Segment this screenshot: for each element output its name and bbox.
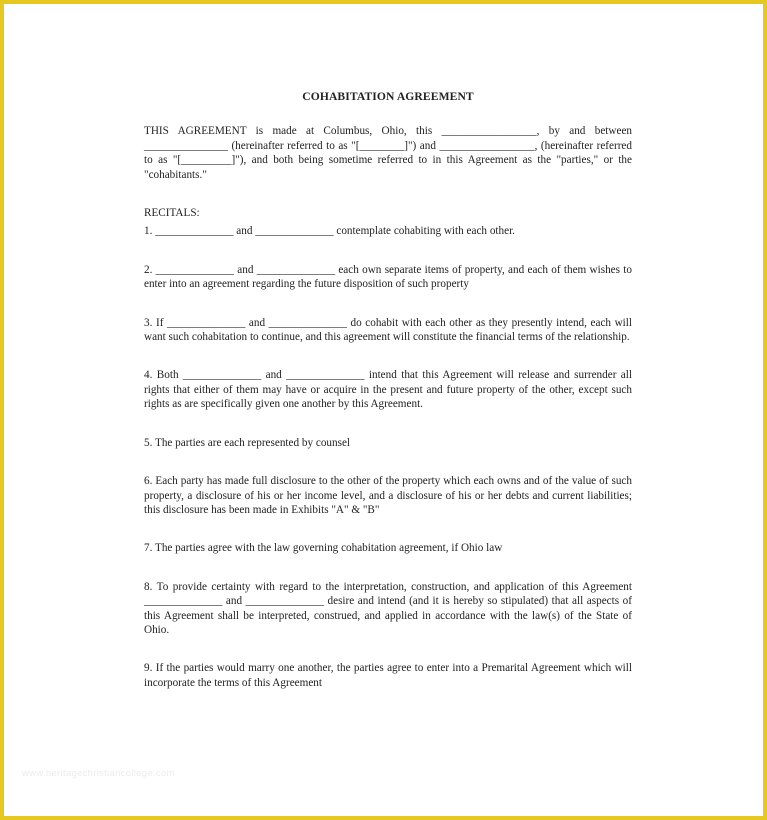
document-title: COHABITATION AGREEMENT — [302, 90, 474, 103]
clause-1: 1. ______________ and ______________ contemplate cohabiting with each other. — [144, 225, 515, 238]
clause-5: 5. The parties are each represented by counsel — [144, 436, 351, 449]
clause-6: 6. Each party has made full disclosure to the other of the property which each owns and of the value of such property, a disclosure of his or her income level, and a disclosure of his or her debts and current liabilities; this disclosure has been made in Exhibits "A" & "B" — [144, 475, 632, 516]
watermark-text: www.heritagechristiancollege.com — [22, 768, 175, 779]
clause-3: 3. If ______________ and ______________ do cohabit with each other as they presently intend, each will want such cohabitation to continue, and this agreement will constitute the financial terms of the relationship. — [144, 316, 632, 344]
clause-2: 2. ______________ and ______________ each own separate items of property, and each of them wishes to enter into an agreement regarding the future disposition of such property — [144, 263, 632, 291]
document-page — [144, 90, 632, 690]
recitals-heading: RECITALS: — [144, 207, 200, 220]
clause-7: 7. The parties agree with the law governing cohabitation agreement, if Ohio law — [144, 542, 503, 555]
clause-8: 8. To provide certainty with regard to the interpretation, construction, and application of this Agreement ______________ and ______________ desire and intend (and it is hereby so stipulated) that all aspects of this Agreement shall be interpreted, construed, and applied in accordance with the law(s) of the State of Ohio. — [144, 580, 632, 636]
intro-paragraph: THIS AGREEMENT is made at Columbus, Ohio, this _________________, by and between _______________ (hereinafter referred to as "[________]") and _________________, (hereinafter referred to as "[_________]"), and both being sometime referred to in this Agreement as the "parties," or the "cohabitants." — [144, 125, 632, 181]
clause-9: 9. If the parties would marry one another, the parties agree to enter into a Premarital Agreement which will incorporate the terms of this Agreement — [144, 662, 632, 689]
clause-4: 4. Both ______________ and ______________ intend that this Agreement will release and surrender all rights that either of them may have or acquire in the present and future property of the other, except such rights as are specifically given one another by this Agreement. — [144, 369, 632, 411]
